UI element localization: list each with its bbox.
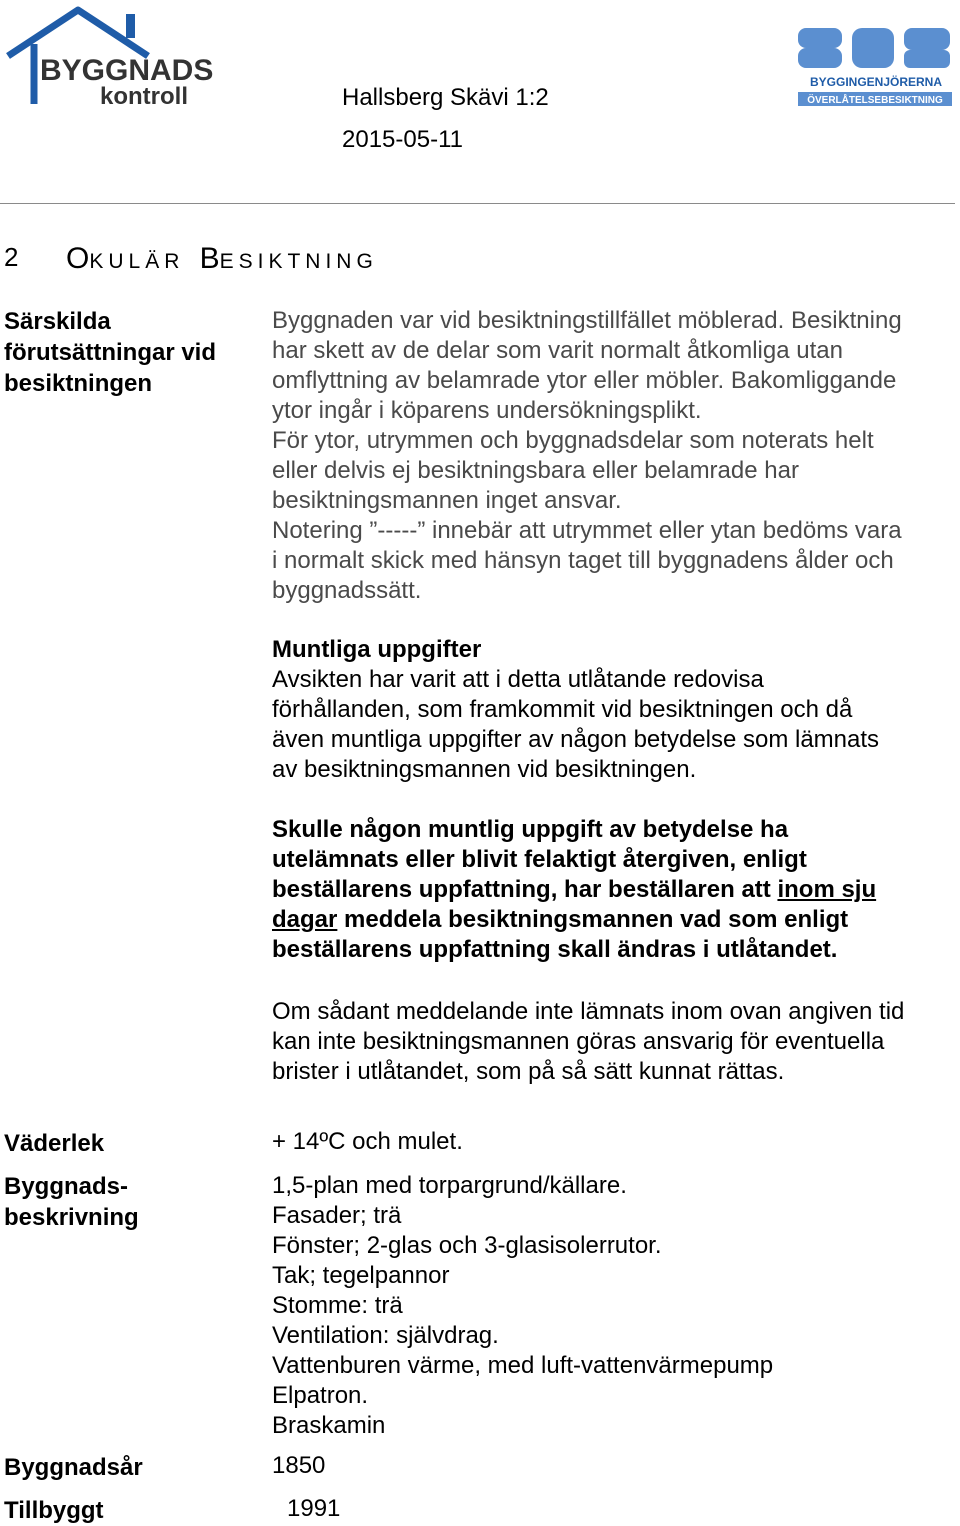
section-title: OKULÄR BESIKTNING	[66, 242, 378, 275]
forutsattningar-label: Särskilda förutsättningar vid besiktningen	[4, 308, 217, 397]
byggingenjorerna-logo	[796, 24, 956, 108]
byggnadsar-value: 1850	[272, 1452, 326, 1479]
vaderlek-value: + 14ºC och mulet.	[272, 1128, 463, 1155]
vaderlek-label: Väderlek	[4, 1130, 105, 1157]
svg-text:BYGGINGENJÖRERNA: BYGGINGENJÖRERNA	[809, 75, 943, 89]
tillbyggt-value: 1991	[287, 1495, 341, 1522]
svg-text:kontroll: kontroll	[100, 83, 188, 104]
svg-text:ÖVERLÅTELSEBESIKTNING: ÖVERLÅTELSEBESIKTNING	[807, 95, 943, 106]
svg-text:BYGGNADS: BYGGNADS	[40, 54, 214, 87]
report-date: 2015-05-11	[342, 126, 463, 153]
tillbyggt-label: Tillbyggt	[4, 1497, 104, 1524]
beskrivning-list: 1,5-plan med torpargrund/källare. Fasader; trä Fönster; 2-glas och 3-glasisolerrutor. Tak; tegelpannor Stomme: trä Ventilation: självdrag. Vattenburen värme, med luft-vattenvärmepump Elpatron. Braskamin	[272, 1172, 774, 1439]
om-sadant-block: Om sådant meddelande inte lämnats inom ovan angiven tid kan inte besiktningsmannen göras ansvarig för eventuella brister i utlåtandet, som på så sätt kunnat rättas.	[272, 998, 905, 1085]
byggnadsar-label: Byggnadsår	[4, 1454, 143, 1481]
skulle-block: Skulle någon muntlig uppgift av betydelse ha utelämnats eller blivit felaktigt återgiven, enligt beställarens uppfattning, har beställaren att inom sju dagar meddela besiktningsmannen vad som enligt beställarens uppfattning skall ändras i utlåtandet.	[272, 816, 877, 963]
muntliga-heading: Muntliga uppgifter	[272, 636, 482, 663]
property-name: Hallsberg Skävi 1:2	[342, 84, 549, 111]
section-number: 2	[4, 242, 19, 272]
byggnadskontroll-logo	[4, 4, 218, 104]
forutsattningar-text: Byggnaden var vid besiktningstillfället möblerad. Besiktning har skett av de delar som varit normalt åtkomliga utan omflyttning av belamrade ytor eller möbler. Bakomliggande ytor ingår i köparens undersökningsplikt. För ytor, utrymmen och byggnadsdelar som noterats helt eller delvis ej besiktningsbara eller belamrade har besiktningsmannen inget ansvar. Notering ”-----” innebär att utrymmet eller ytan bedöms vara i normalt skick med hänsyn taget till byggnadens ålder och byggnadssätt.	[272, 307, 902, 604]
muntliga-block: Muntliga uppgifter Avsikten har varit att i detta utlåtande redovisa förhållanden, som framkommit vid besiktningen och då även muntliga uppgifter av någon betydelse som lämnats av besiktningsmannen vid besiktningen.	[272, 635, 960, 785]
header-divider	[0, 203, 955, 204]
beskrivning-label: Byggnads- beskrivning	[4, 1173, 139, 1231]
